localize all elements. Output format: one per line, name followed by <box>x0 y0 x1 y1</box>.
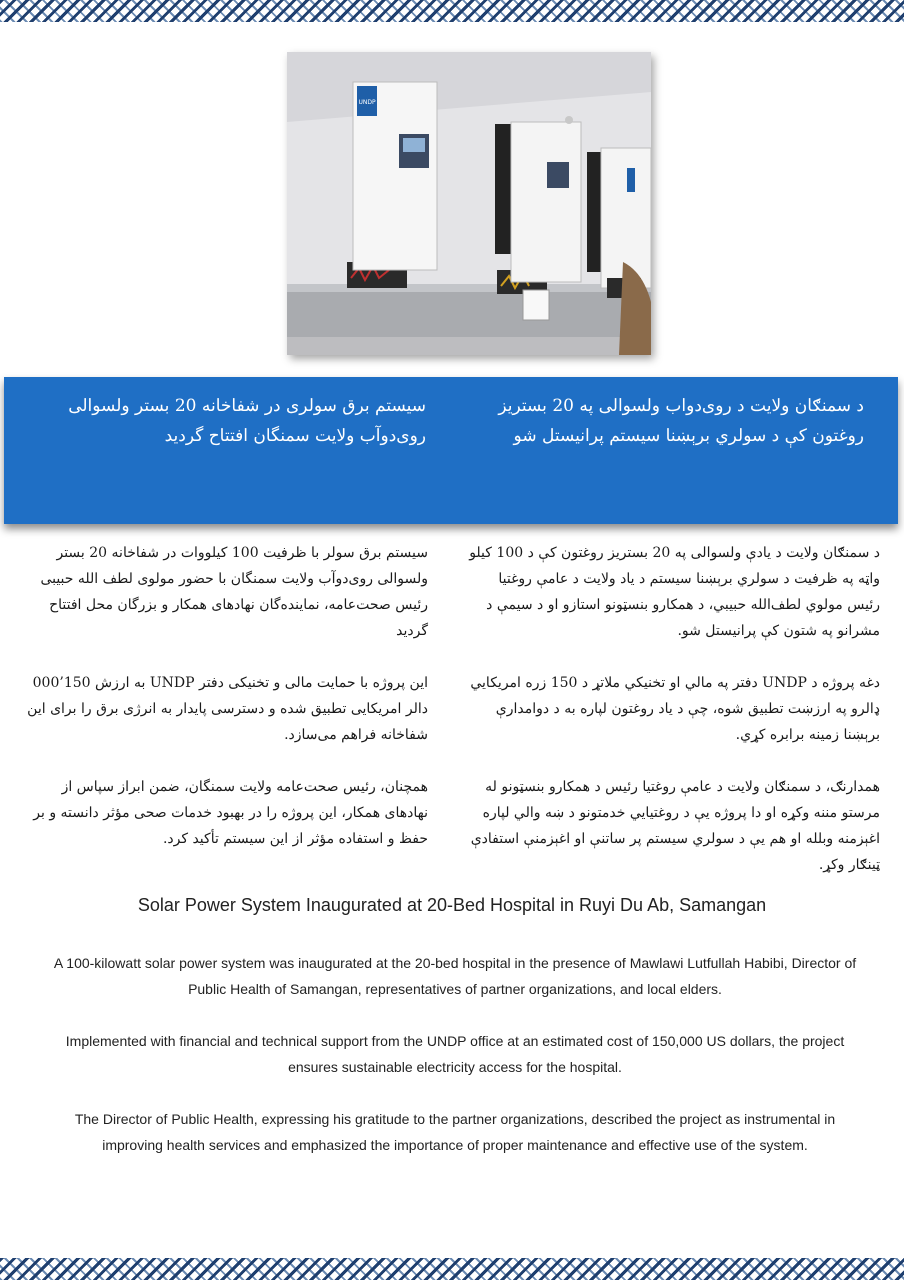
pashto-paragraph: همدارنګ، د سمنګان ولایت د عامې روغتیا رئیس د همکارو بنسټونو له مرستو مننه وکړه او دا پروژه یې د روغتیایي خدمتونو د ښه والي لپاره اغېزمنه وبلله او هم یې د سولري سیستم پر ساتنې او اغېزمنې استفادې ټینګار وکړ. <box>470 779 880 873</box>
english-paragraph: A 100-kilowatt solar power system was inaugurated at the 20-bed hospital in the presence of Mawlawi Lutfullah Habibi, Director of Public Health of Samangan, representatives of partner organizations, and local elders. <box>53 955 857 997</box>
dari-paragraph: سیستم برق سولر با ظرفیت 100 کیلووات در شفاخانه 20 بستر ولسوالی روی‌دوآب ولایت سمنگان با حضور مولوی لطف الله حبیبی رئیس صحت‌عامه، نماینده‌گان نهادهای همکار و بزرگان محل افتتاح گردید <box>40 545 428 639</box>
headline-banner <box>4 377 898 524</box>
english-title: Solar Power System Inaugurated at 20-Bed Hospital in Ruyi Du Ab, Samangan <box>137 895 767 915</box>
undp-logo: UNDP <box>358 99 376 106</box>
pashto-paragraph: د سمنګان ولایت د یادې ولسوالی په 20 بستریز روغتون کې د 100 کیلو واټه په ظرفیت د سولري برېښنا سیستم د یاد ولایت د عامې روغتیا رئیس مولوي لطف‌الله حبیبي، د همکارو بنسټونو استازو او د سیمې د مشرانو په شتون کې پرانیستل شو. <box>469 545 880 639</box>
english-paragraph: The Director of Public Health, expressing his gratitude to the partner organizations, described the project as instrumental in improving health services and emphasized the importance of proper maintenance and effective use of the system. <box>74 1111 836 1153</box>
dari-paragraph: این پروژه با حمایت مالی و تخنیکی دفتر UNDP به ارزش 150’000 دالر امریکایی تطبیق شده و دسترسی پایدار به انرژی برق را برای این شفاخانه فراهم می‌سازد. <box>27 675 428 743</box>
english-article <box>50 950 860 1184</box>
decorative-border-top <box>0 0 904 22</box>
dari-article <box>24 540 428 878</box>
dari-headline: سیستم برق سولری در شفاخانه 20 بستر ولسوالی روی‌دوآب ولایت سمنگان افتتاح گردید <box>68 396 426 446</box>
english-paragraph: Implemented with financial and technical support from the UNDP office at an estimated cost of 150,000 US dollars, the project ensures sustainable electricity access for the hospital. <box>65 1033 845 1075</box>
pashto-paragraph: دغه پروژه د UNDP دفتر په مالي او تخنیکي ملاتړ د 150 زره امریکایي ډالرو په ارزښت تطبیق شوه، چې د یاد روغتون لپاره به د دوامدارې برېښنا زمینه برابره کړي. <box>470 675 880 743</box>
decorative-border-bottom <box>0 1258 904 1280</box>
dari-paragraph: همچنان، رئیس صحت‌عامه ولایت سمنگان، ضمن ابراز سپاس از نهادهای همکار، این پروژه را در بهبود خدمات صحی مؤثر دانسته و بر حفظ و استفاده مؤثر از این سیستم تأکید کرد. <box>33 779 428 847</box>
pashto-article <box>466 540 880 904</box>
solar-inverters-photo <box>287 52 651 355</box>
pashto-headline: د سمنګان ولایت د روی‌دواب ولسوالی په 20 بستریز روغتون کې د سولري برېښنا سیستم پرانیستل شو <box>498 396 864 446</box>
